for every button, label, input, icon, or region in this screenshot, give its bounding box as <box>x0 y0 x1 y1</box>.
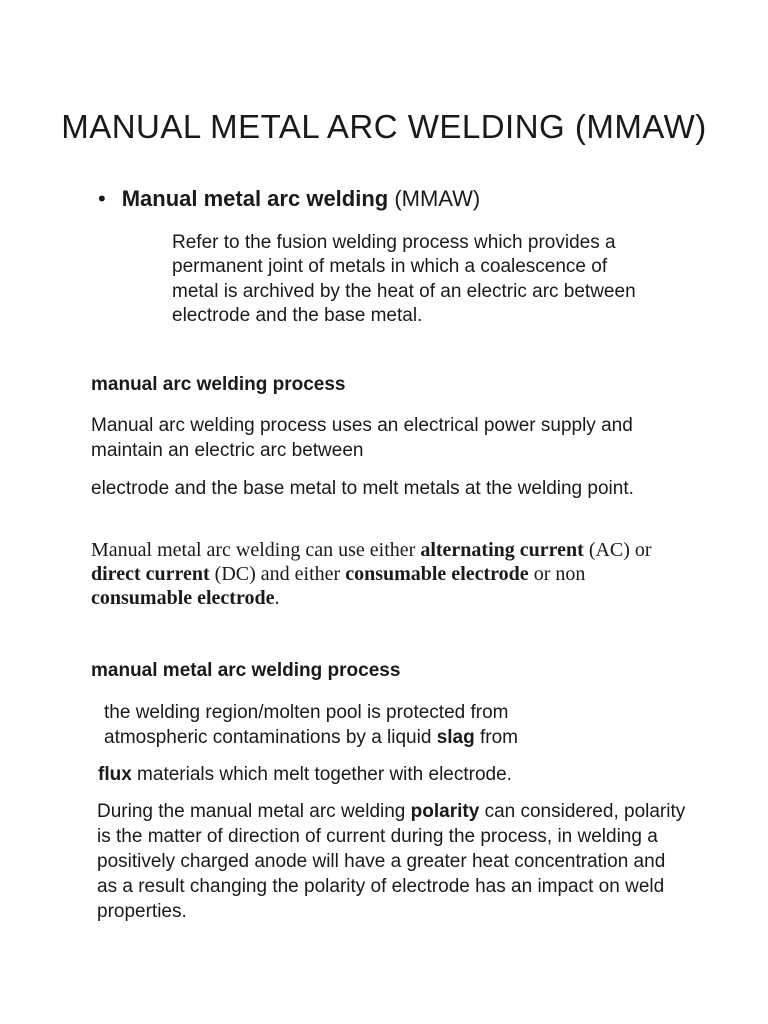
section1-serif-paragraph <box>91 538 691 610</box>
serif-text-4: or non <box>528 563 586 585</box>
serif-bold-consumable-electrode: consumable electrode <box>345 563 529 585</box>
definition-text: Refer to the fusion welding process which provides a permanent joint of metals in which a coalescence of metal is archived by the heat of an electric arc between electrode and the base metal. <box>172 232 636 326</box>
para1-text-2: from <box>474 727 518 748</box>
para3-bold-polarity: polarity <box>410 801 480 822</box>
para3-text-2: can considered, polarity is the matter of direction of current during the process, in welding a positively charged anode will have a greater heat concentration and as a result changing the polarity of electrode has an impact on weld properties. <box>97 801 686 922</box>
section-heading-2: manual metal arc welding process <box>91 660 401 681</box>
bullet-item <box>98 186 480 212</box>
section2-paragraph-1 <box>104 700 604 750</box>
serif-bold-alternating-current: alternating current <box>420 539 584 561</box>
para2-bold-flux: flux <box>98 764 132 785</box>
para1-bold-slag: slag <box>436 727 475 748</box>
section1-paragraph-1: Manual arc welding process uses an electrical power supply and maintain an electric arc between <box>91 415 633 461</box>
para1-text-1: the welding region/molten pool is protected from atmospheric contaminations by a liquid <box>104 702 509 748</box>
section2-paragraph-3 <box>97 799 687 924</box>
bullet-term: Manual metal arc welding <box>121 186 389 211</box>
section2-paragraph-2 <box>98 762 698 787</box>
serif-text-2: (AC) or <box>583 539 652 561</box>
para3-text-1: During the manual metal arc welding <box>97 801 411 822</box>
bullet-abbr: (MMAW) <box>388 186 481 211</box>
serif-bold-non-consumable-electrode: consumable electrode <box>91 587 275 609</box>
serif-bold-direct-current: direct current <box>91 563 210 585</box>
bullet-dot: • <box>98 186 106 211</box>
page-title: MANUAL METAL ARC WELDING (MMAW) <box>61 108 707 145</box>
section1-paragraph-2: electrode and the base metal to melt metals at the welding point. <box>91 478 634 499</box>
serif-text-1: Manual metal arc welding can use either <box>91 539 421 561</box>
serif-text-3: (DC) and either <box>209 563 346 585</box>
para2-text-1: materials which melt together with electrode. <box>131 764 512 785</box>
section-heading-1: manual arc welding process <box>91 374 346 395</box>
serif-text-5: . <box>274 587 280 609</box>
